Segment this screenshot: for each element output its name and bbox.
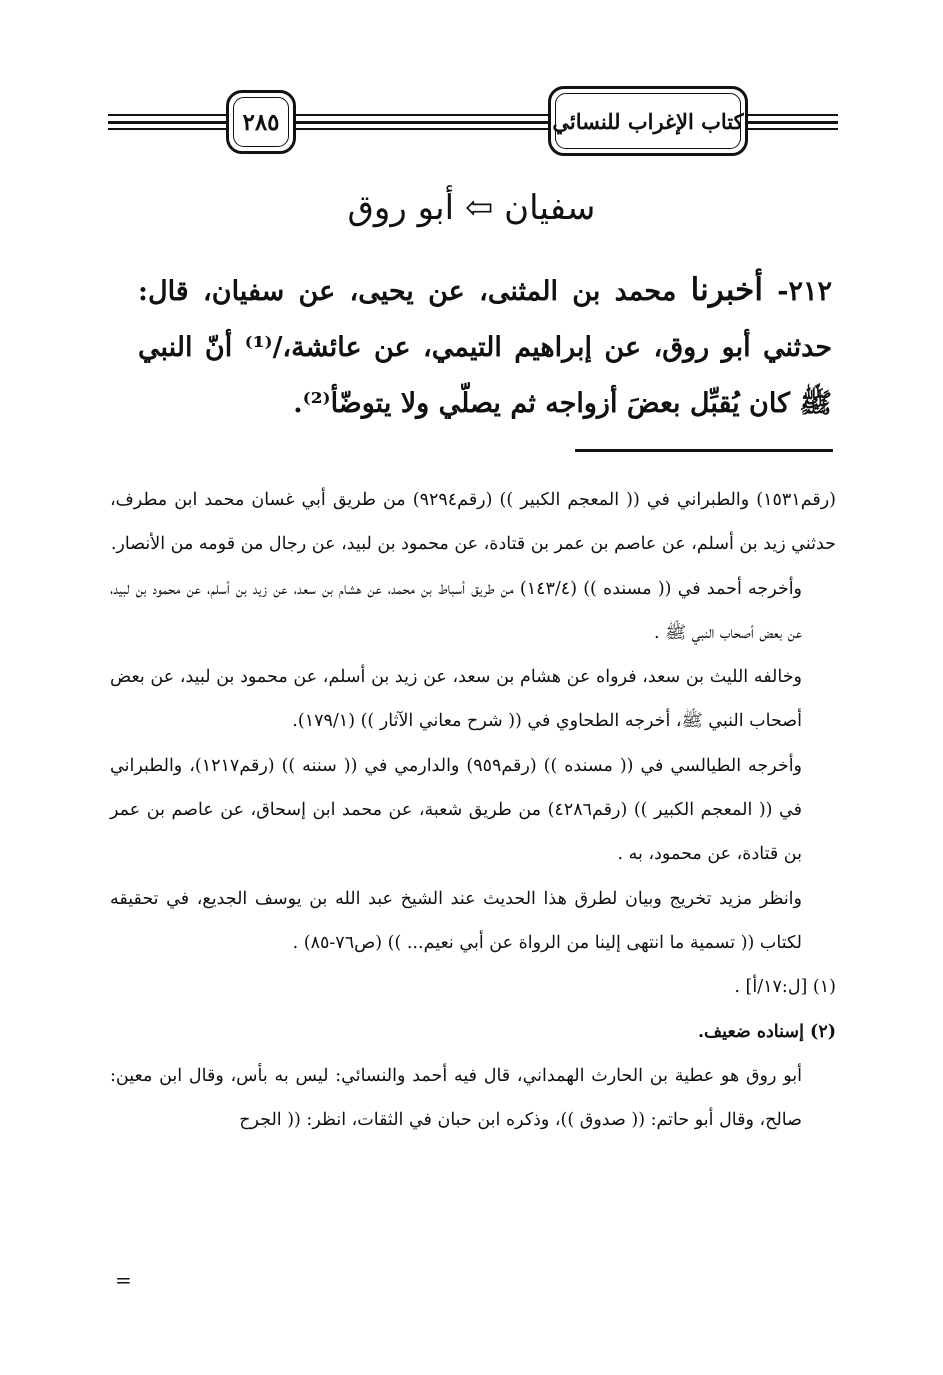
footnotes [110,478,836,1142]
hadith-lead-word: أخبرنا [690,272,763,308]
footnote-paragraph: وانظر مزيد تخريج وبيان لطرق هذا الحديث عند الشيخ عبد الله بن يوسف الجديع، في تحقيقه لكتاب (( تسمية ما انتهى إلينا من الرواة عن أبي نعيم... )) (ص٧٦-٨٥) . [110,888,802,953]
book-title-box [548,86,748,156]
footnote-paragraph: أبو روق هو عطية بن الحارث الهمداني، قال فيه أحمد والنسائي: ليس به بأس، وقال ابن معين: صالح، وقال أبو حاتم: (( صدوق ))، وذكره ابن حبان في الثقات، انظر: (( الجرح [110,1065,802,1131]
hadith-number: ٢١٢- [777,276,832,307]
footnote-paragraph: وخالفه الليث بن سعد، فرواه عن هشام بن سعد، عن زيد بن أسلم، عن محمود بن لبيد، عن بعض أصحاب النبي ﷺ، أخرجه الطحاوي في (( شرح معاني الآثار )) (١٧٩/١). [110,667,802,732]
footnote-2: (٢) إسناده ضعيف. [697,1021,836,1042]
page-number-box [226,90,296,154]
book-title: كتاب الإغراب للنسائي [552,108,744,134]
continuation-mark: = [115,1268,132,1292]
hadith-text [138,262,832,432]
page-header [108,74,838,170]
footnote-paragraph: وأخرجه أحمد في (( مسنده )) (١٤٣/٤) من طريق أسباط بن محمد، عن هشام بن سعد، عن زيد بن أسلم، عن محمود بن لبيد، عن بعض أصحاب النبي ﷺ . [110,578,803,643]
footnote-paragraph: وأخرجه الطيالسي في (( مسنده )) (رقم٩٥٩) والدارمي في (( سننه )) (رقم١٢١٧)، والطبراني في (( المعجم الكبير )) (رقم٤٢٨٦) من طريق شعبة، عن محمد ابن إسحاق، عن عاصم بن عمر بن قتادة، عن محمود، به . [110,755,803,865]
footnote-paragraph: (رقم١٥٣١) والطبراني في (( المعجم الكبير )) (رقم٩٢٩٤) من طريق أبي غسان محمد ابن مطرف، حدثني زيد بن أسلم، عن عاصم بن عمر بن قتادة، عن محمود بن لبيد، عن رجال من قومه من الأنصار. [110,490,836,555]
hadith-body: محمد بن المثنى، عن يحيى، عن سفيان، قال: حدثني أبو روق، عن إبراهيم التيمي، عن عائشة،/⁽¹⁾ أنّ النبي ﷺ كان يُقبِّل بعضَ أزواجه ثم يصلّي ولا يتوضّأ⁽²⁾. [138,276,833,419]
footnote-1: (١) [ل:١٧/أ] . [734,977,836,998]
page-number: ٢٨٥ [242,108,280,136]
section-title: سفيان ⇦ أبو روق [347,188,596,228]
footnote-separator [575,449,833,452]
